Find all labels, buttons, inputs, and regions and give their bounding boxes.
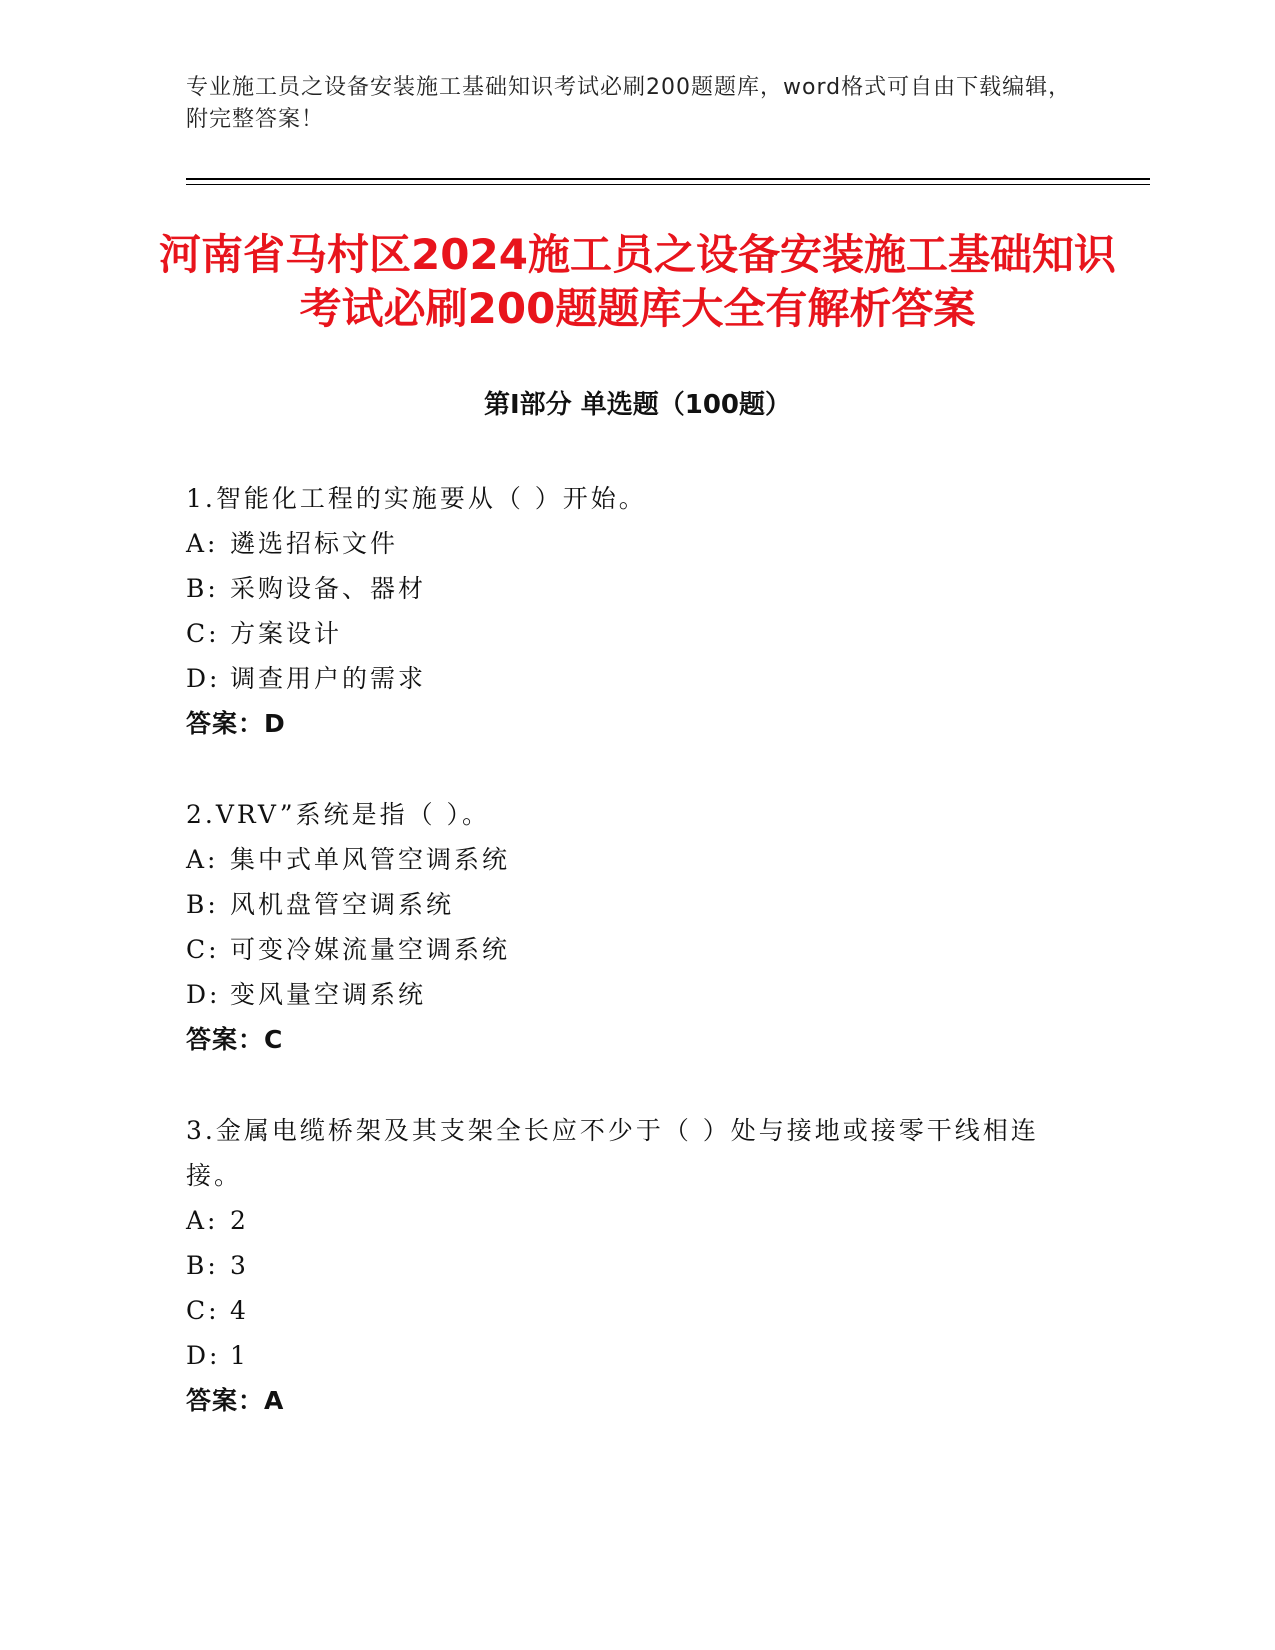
header-divider-thin [186, 184, 1150, 185]
answer-line: 答案：A [186, 1386, 285, 1415]
section-heading: 第I部分 单选题（100题） [484, 390, 791, 420]
header-divider-thick [186, 178, 1150, 180]
option-letter: C: [186, 619, 220, 648]
option-c [186, 927, 1086, 972]
option-letter: A: [186, 529, 219, 558]
option-d [186, 1333, 1086, 1378]
option-letter: B: [186, 890, 219, 919]
question-stem: 2.VRV”系统是指（ ）。 [186, 800, 491, 829]
option-c [186, 1288, 1086, 1333]
option-d [186, 972, 1086, 1017]
answer-line: 答案：C [186, 1025, 284, 1054]
option-text: 1 [230, 1341, 249, 1370]
question-stem: 1.智能化工程的实施要从（ ）开始。 [186, 484, 647, 513]
option-b [186, 1243, 1086, 1288]
question-2 [186, 792, 1086, 1062]
option-c [186, 611, 1086, 656]
option-a [186, 1198, 1086, 1243]
option-b [186, 882, 1086, 927]
option-text: 3 [230, 1251, 249, 1280]
option-d [186, 656, 1086, 701]
option-text: 4 [230, 1296, 249, 1325]
answer-line: 答案：D [186, 709, 286, 738]
option-text: 2 [230, 1206, 249, 1235]
option-text: 调查用户的需求 [230, 664, 427, 693]
option-text: 风机盘管空调系统 [230, 890, 455, 919]
option-letter: C: [186, 935, 220, 964]
option-letter: A: [186, 845, 219, 874]
question-stem: 3.金属电缆桥架及其支架全长应不少于（ ）处与接地或接零干线相连接。 [186, 1116, 1039, 1190]
option-text: 集中式单风管空调系统 [230, 845, 511, 874]
option-a [186, 837, 1086, 882]
option-letter: A: [186, 1206, 219, 1235]
option-letter: D: [186, 980, 221, 1009]
option-letter: D: [186, 1341, 221, 1370]
option-text: 遴选招标文件 [230, 529, 399, 558]
question-3 [186, 1108, 1086, 1423]
document-title: 河南省马村区2024施工员之设备安装施工基础知识考试必刷200题题库大全有解析答案 [159, 230, 1116, 333]
option-text: 可变冷媒流量空调系统 [230, 935, 511, 964]
question-1 [186, 476, 1086, 746]
header-note: 专业施工员之设备安装施工基础知识考试必刷200题题库，word格式可自由下载编辑，附完整答案！ [186, 75, 1072, 132]
option-letter: B: [186, 574, 219, 603]
option-text: 方案设计 [230, 619, 343, 648]
option-b [186, 566, 1086, 611]
option-text: 变风量空调系统 [230, 980, 427, 1009]
option-a [186, 521, 1086, 566]
option-letter: C: [186, 1296, 220, 1325]
option-letter: D: [186, 664, 221, 693]
option-letter: B: [186, 1251, 219, 1280]
option-text: 采购设备、器材 [230, 574, 427, 603]
